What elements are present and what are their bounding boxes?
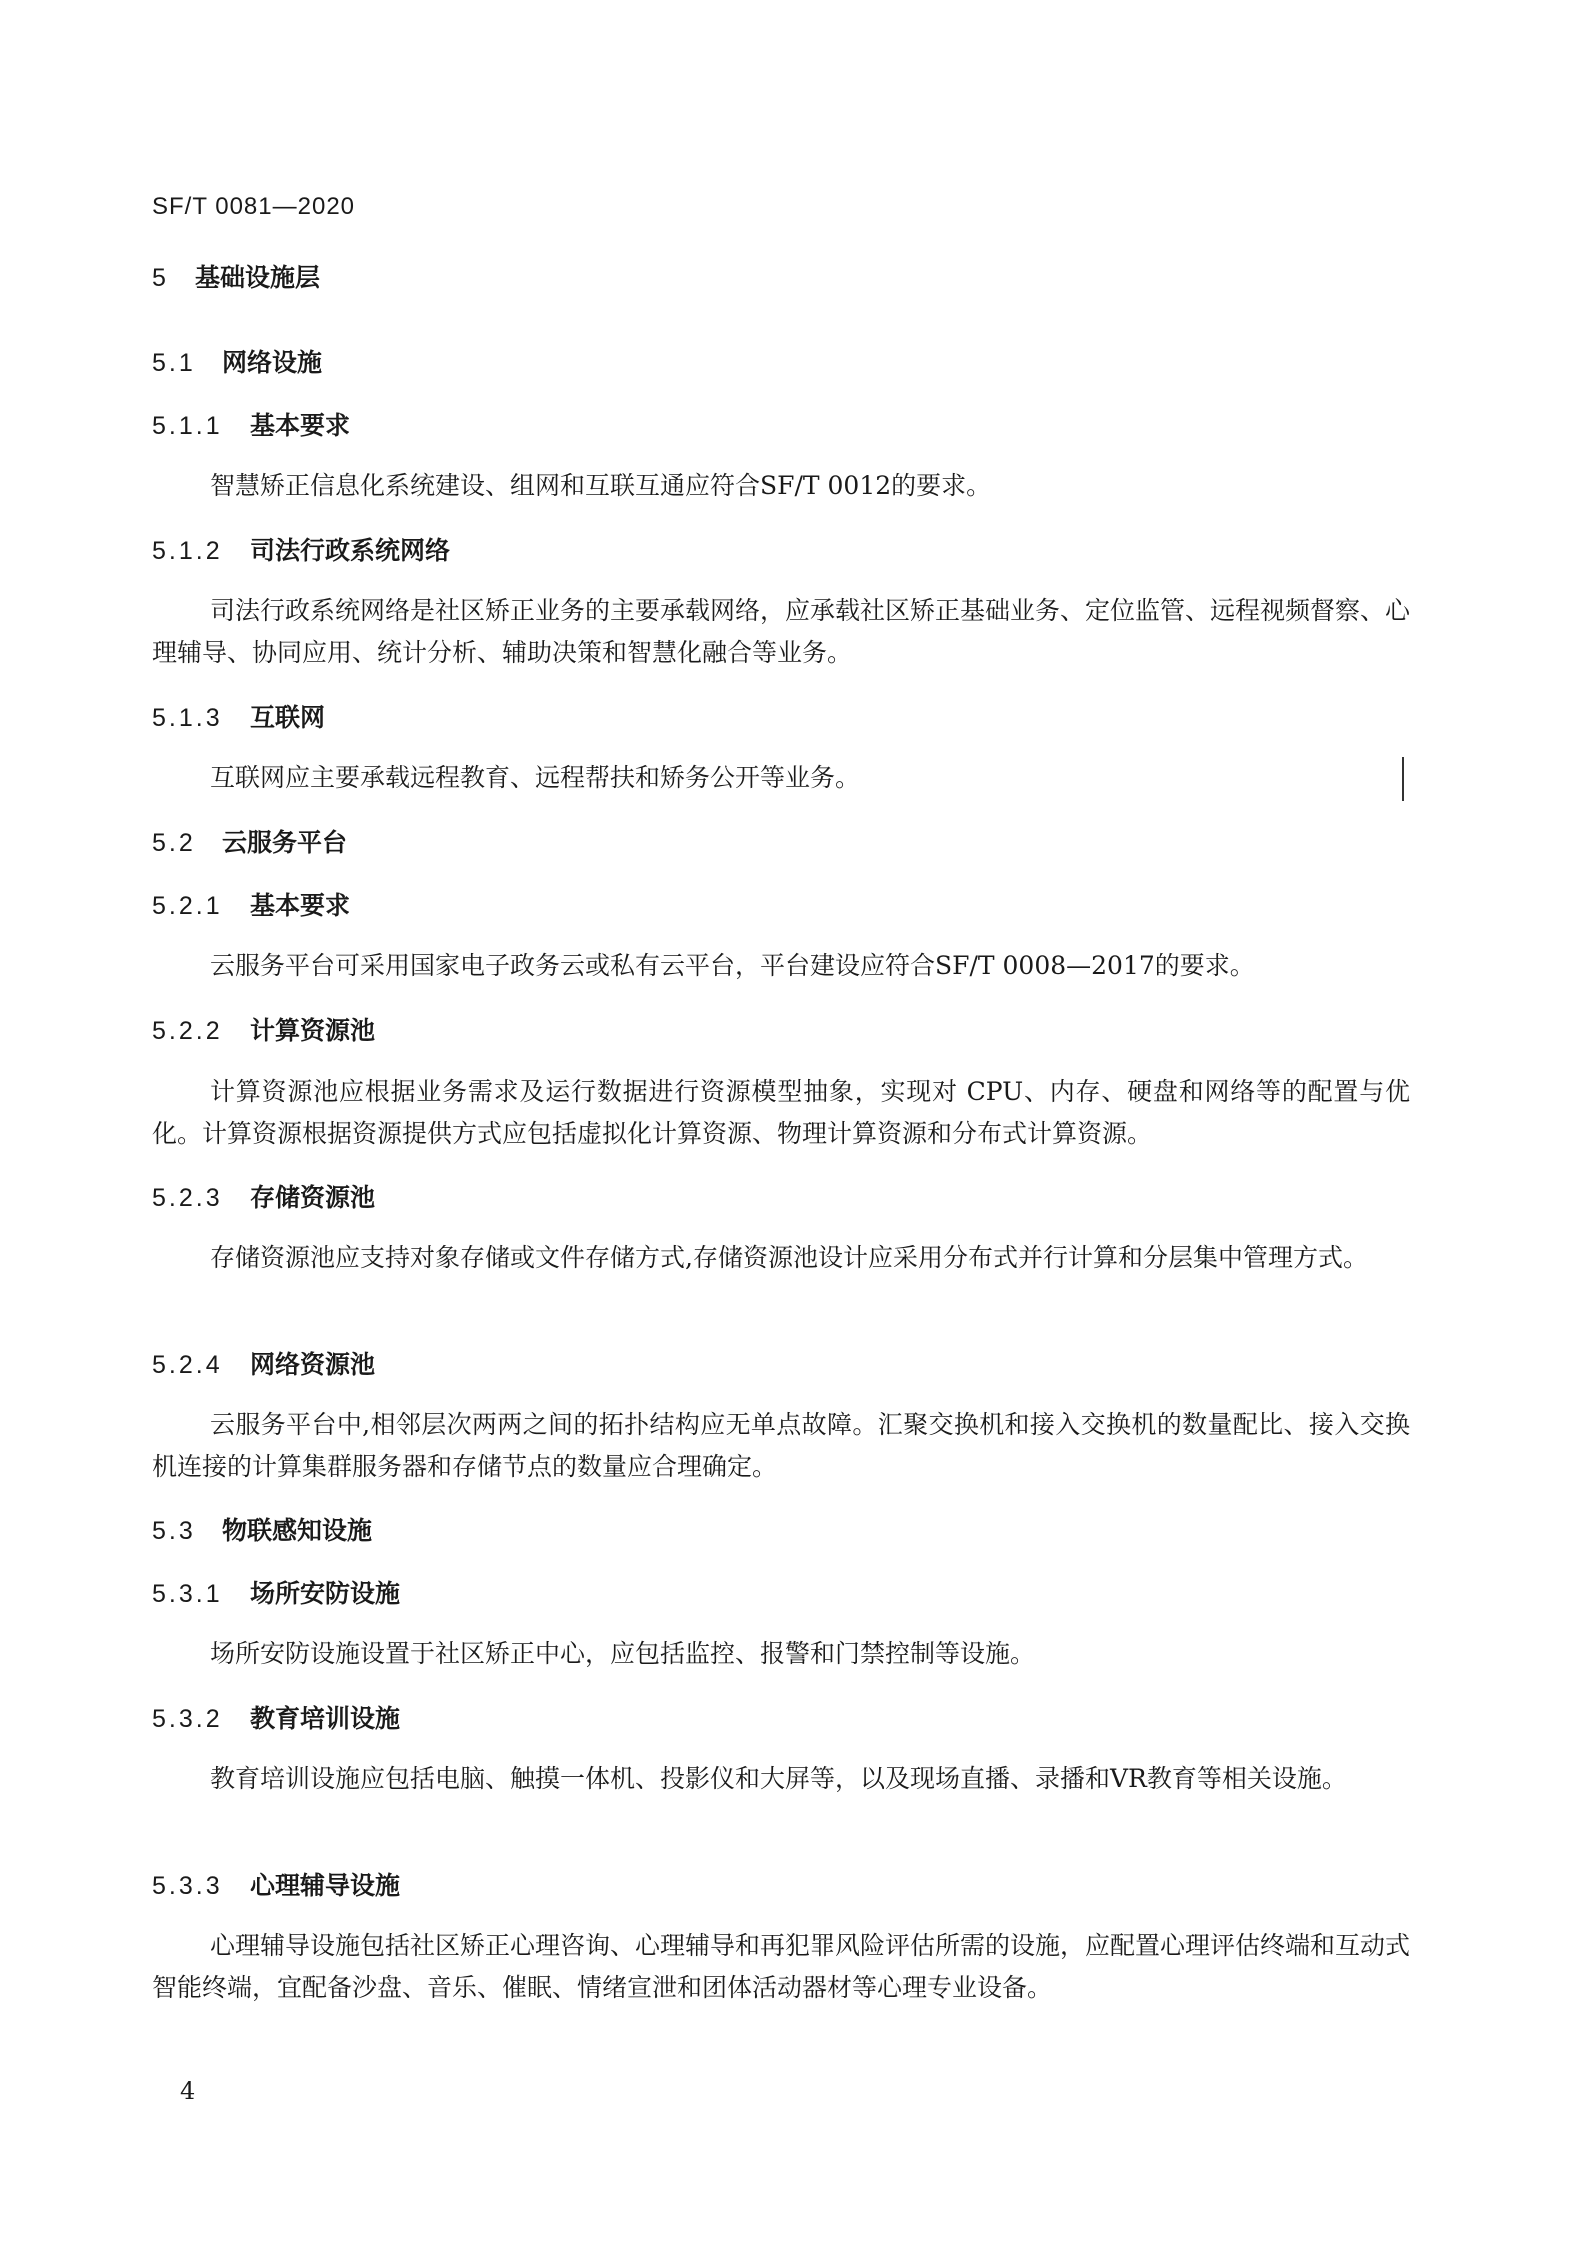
section-number: 5.2.2 bbox=[152, 1017, 223, 1045]
section-number: 5.3 bbox=[152, 1517, 196, 1545]
section-title: 云服务平台 bbox=[222, 828, 348, 857]
paragraph-5-1-2: 司法行政系统网络是社区矫正业务的主要承载网络，应承载社区矫正基础业务、定位监管、远程视频督察、心理辅导、协同应用、统计分析、辅助决策和智慧化融合等业务。 bbox=[152, 596, 1411, 667]
section-heading-5 bbox=[152, 258, 320, 294]
section-title: 基本要求 bbox=[250, 411, 351, 440]
section-heading-5-1 bbox=[152, 343, 322, 379]
section-heading-5-2-3 bbox=[152, 1178, 375, 1214]
section-title: 物联感知设施 bbox=[222, 1516, 373, 1545]
section-heading-5-1-3 bbox=[152, 698, 325, 734]
paragraph-5-2-4: 云服务平台中,相邻层次两两之间的拓扑结构应无单点故障。汇聚交换机和接入交换机的数量配比、接入交换机连接的计算集群服务器和存储节点的数量应合理确定。 bbox=[152, 1410, 1410, 1481]
section-number: 5.3.2 bbox=[152, 1705, 223, 1733]
section-number: 5.1.1 bbox=[152, 412, 223, 440]
paragraph-5-1-3: 互联网应主要承载远程教育、远程帮扶和矫务公开等业务。 bbox=[210, 763, 861, 792]
section-heading-5-2-2 bbox=[152, 1011, 375, 1047]
revision-bar bbox=[1402, 757, 1404, 801]
paragraph-5-2-3: 存储资源池应支持对象存储或文件存储方式,存储资源池设计应采用分布式并行计算和分层集中管理方式。 bbox=[210, 1243, 1368, 1272]
section-heading-5-2 bbox=[152, 823, 347, 859]
section-heading-5-3-1 bbox=[152, 1574, 400, 1610]
paragraph-5-3-1: 场所安防设施设置于社区矫正中心，应包括监控、报警和门禁控制等设施。 bbox=[210, 1639, 1036, 1668]
section-number: 5.2.4 bbox=[152, 1351, 223, 1379]
section-title: 场所安防设施 bbox=[250, 1579, 401, 1608]
paragraph-5-3-3: 心理辅导设施包括社区矫正心理咨询、心理辅导和再犯罪风险评估所需的设施，应配置心理评估终端和互动式智能终端，宜配备沙盘、音乐、催眠、情绪宣泄和团体活动器材等心理专业设备。 bbox=[152, 1931, 1411, 2002]
section-number: 5.1.3 bbox=[152, 704, 223, 732]
section-number: 5.1 bbox=[152, 349, 196, 377]
section-number: 5 bbox=[152, 264, 169, 292]
section-heading-5-2-1 bbox=[152, 886, 350, 922]
paragraph-5-2-1: 云服务平台可采用国家电子政务云或私有云平台，平台建设应符合SF/T 0008—2017的要求。 bbox=[210, 951, 1255, 980]
section-title: 司法行政系统网络 bbox=[250, 536, 451, 565]
section-heading-5-1-1 bbox=[152, 406, 350, 442]
section-title: 网络设施 bbox=[222, 348, 323, 377]
paragraph-5-3-2: 教育培训设施应包括电脑、触摸一体机、投影仪和大屏等，以及现场直播、录播和VR教育等相关设施。 bbox=[210, 1764, 1347, 1793]
section-title: 心理辅导设施 bbox=[250, 1871, 401, 1900]
section-number: 5.1.2 bbox=[152, 537, 223, 565]
section-heading-5-2-4 bbox=[152, 1345, 375, 1381]
paragraph-5-2-2: 计算资源池应根据业务需求及运行数据进行资源模型抽象，实现对 CPU、内存、硬盘和网络等的配置与优化。计算资源根据资源提供方式应包括虚拟化计算资源、物理计算资源和分布式计算资源。 bbox=[152, 1077, 1410, 1148]
section-title: 存储资源池 bbox=[250, 1183, 376, 1212]
section-heading-5-3-3 bbox=[152, 1866, 400, 1902]
section-heading-5-1-2 bbox=[152, 531, 450, 567]
section-number: 5.3.3 bbox=[152, 1872, 223, 1900]
section-title: 教育培训设施 bbox=[250, 1704, 401, 1733]
paragraph-5-1-1: 智慧矫正信息化系统建设、组网和互联互通应符合SF/T 0012的要求。 bbox=[210, 471, 992, 500]
page-number: 4 bbox=[180, 2077, 196, 2105]
section-title: 基础设施层 bbox=[195, 263, 321, 292]
document-code: SF/T 0081—2020 bbox=[152, 193, 356, 220]
section-title: 互联网 bbox=[250, 703, 326, 732]
section-number: 5.3.1 bbox=[152, 1580, 223, 1608]
section-number: 5.2.1 bbox=[152, 892, 223, 920]
section-heading-5-3 bbox=[152, 1511, 372, 1547]
section-title: 网络资源池 bbox=[250, 1350, 376, 1379]
section-title: 计算资源池 bbox=[250, 1016, 376, 1045]
section-heading-5-3-2 bbox=[152, 1699, 400, 1735]
section-title: 基本要求 bbox=[250, 891, 351, 920]
section-number: 5.2.3 bbox=[152, 1184, 223, 1212]
section-number: 5.2 bbox=[152, 829, 196, 857]
